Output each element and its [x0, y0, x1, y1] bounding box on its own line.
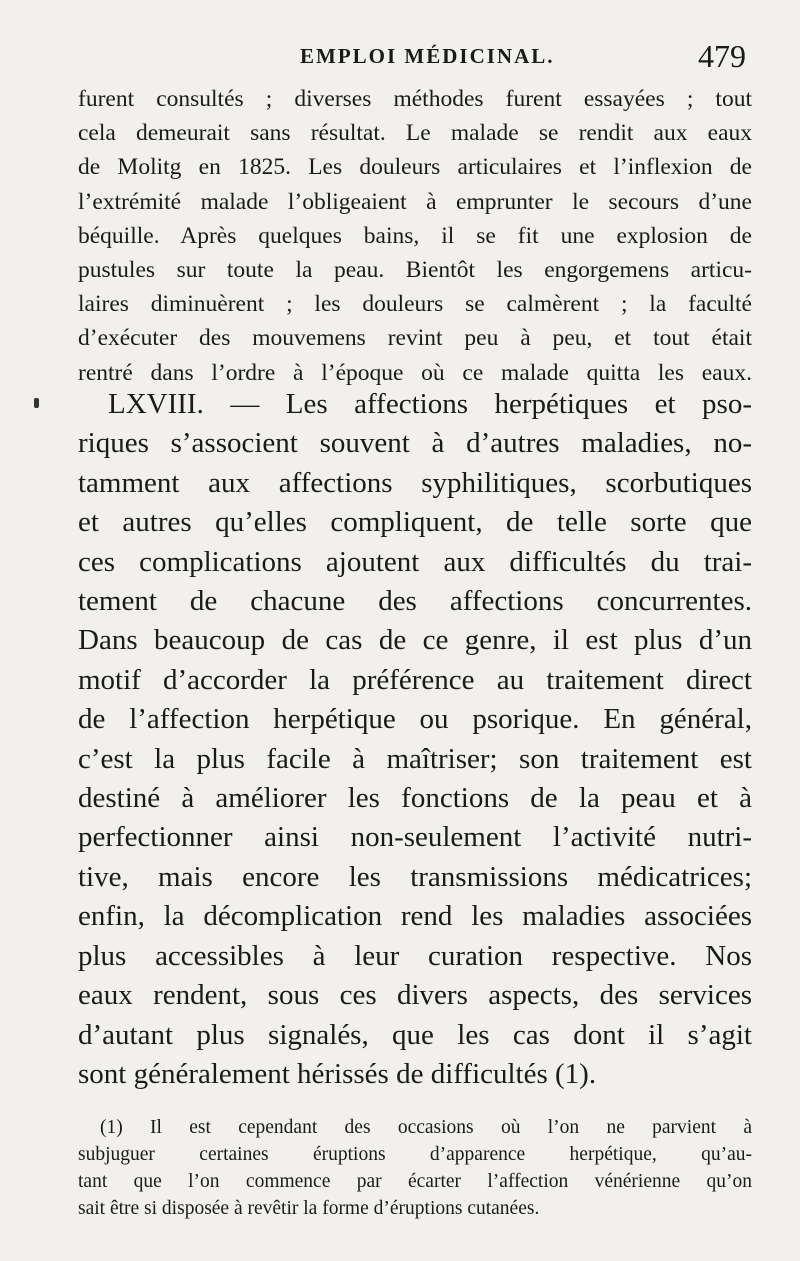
text-line: LXVIII. — Les affections herpétiques et pso-: [108, 388, 752, 420]
running-head: EMPLOI MÉDICINAL.: [300, 44, 555, 68]
text-line: béquille. Après quelques bains, il se fit une explosion de: [78, 222, 752, 249]
text-line: d’exécuter des mouvemens revint peu à peu, et tout était: [78, 325, 752, 352]
text-line: furent consultés ; diverses méthodes furent essayées ; tout: [78, 86, 752, 112]
text-line: c’est la plus facile à maîtriser; son traitement est: [78, 742, 752, 775]
footnote: [78, 1114, 752, 1222]
text-line: tement de chacune des affections concurrentes.: [78, 585, 752, 618]
text-line: de l’affection herpétique ou psorique. En général,: [78, 703, 752, 736]
text-line: rentré dans l’ordre à l’époque où ce malade quitta les eaux.: [78, 359, 752, 386]
text-line: destiné à améliorer les fonctions de la peau et à: [78, 782, 752, 815]
text-line: eaux rendent, sous ces divers aspects, des services: [78, 979, 752, 1012]
text-line: de Molitg en 1825. Les douleurs articulaires et l’inflexion de: [78, 154, 752, 181]
text-line: motif d’accorder la préférence au traitement direct: [78, 663, 752, 696]
text-line: d’autant plus signalés, que les cas dont il s’agit: [78, 1018, 752, 1051]
text-line: enfin, la décomplication rend les maladies associées: [78, 900, 752, 933]
text-line: perfectionner ainsi non-seulement l’activité nutri-: [78, 821, 752, 854]
paragraph-case-continuation: [78, 82, 752, 390]
text-line: cela demeurait sans résultat. Le malade se rendit aux eaux: [78, 120, 752, 147]
text-line: plus accessibles à leur curation respective. Nos: [78, 939, 752, 972]
page-number: 479: [698, 38, 746, 74]
footnote-line: subjuguer certaines éruptions d’apparence herpétique, qu’au-: [78, 1144, 752, 1165]
text-line: l’extrémité malade l’obligeaient à emprunter le secours d’une: [78, 188, 752, 215]
text-line: riques s’associent souvent à d’autres maladies, no-: [78, 427, 752, 460]
text-line: ces complications ajoutent aux difficultés du trai-: [78, 545, 752, 578]
text-line: tive, mais encore les transmissions médicatrices;: [78, 860, 752, 893]
footnote-line: sait être si disposée à revêtir la forme d’éruptions cutanées.: [78, 1198, 540, 1219]
text-line: Dans beaucoup de cas de ce genre, il est plus d’un: [78, 624, 752, 657]
margin-ink-mark: [34, 398, 39, 408]
text-line: tamment aux affections syphilitiques, scorbutiques: [78, 466, 752, 499]
paragraph-section-lxviii: [78, 385, 752, 1094]
page-header: [0, 38, 800, 78]
footnote-line: (1) Il est cependant des occasions où l’on ne parvient à: [100, 1117, 752, 1138]
text-line: laires diminuèrent ; les douleurs se calmèrent ; la faculté: [78, 291, 752, 318]
text-line: pustules sur toute la peau. Bientôt les engorgemens articu-: [78, 257, 752, 284]
text-line: et autres qu’elles compliquent, de telle sorte que: [78, 506, 752, 539]
text-line: sont généralement hérissés de difficultés (1).: [78, 1057, 597, 1090]
footnote-line: tant que l’on commence par écarter l’affection vénérienne qu’on: [78, 1171, 752, 1192]
